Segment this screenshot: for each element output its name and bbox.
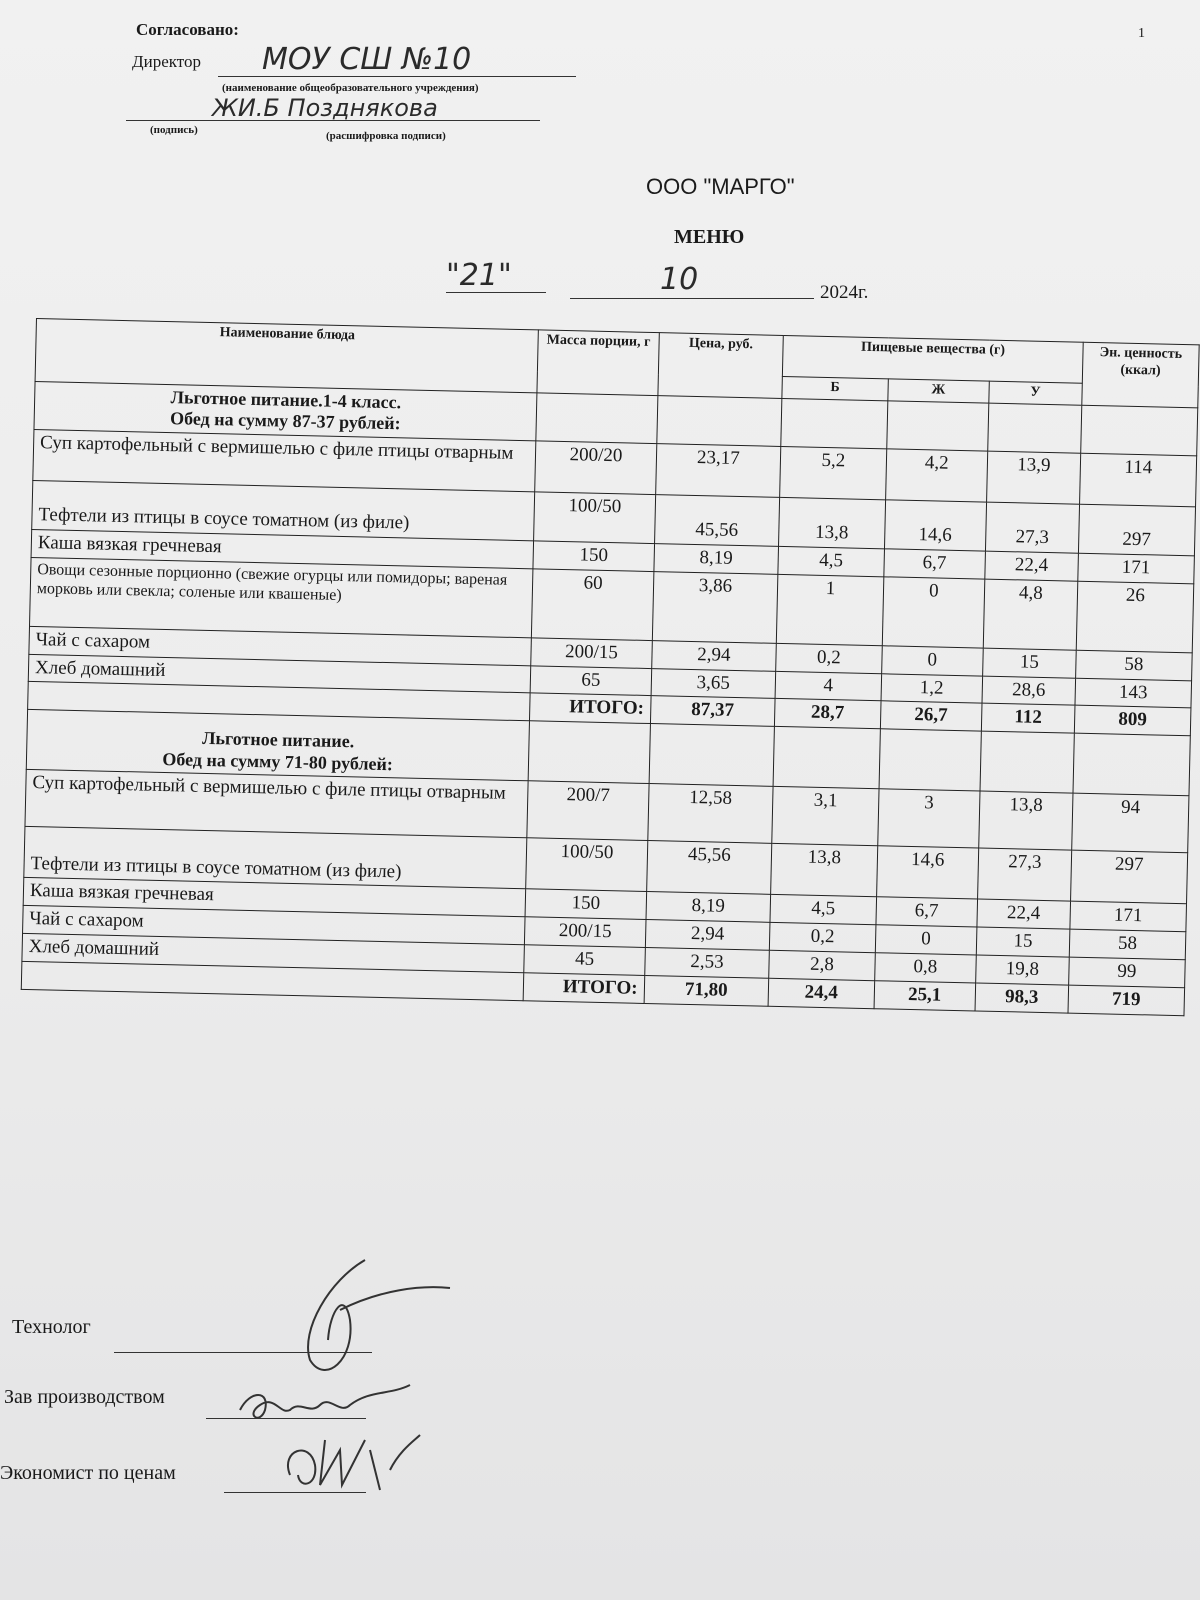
dish-protein: 2,8 (769, 950, 875, 980)
dish-fat: 6,7 (876, 897, 978, 927)
dish-protein: 4,5 (770, 895, 876, 925)
day-line (446, 292, 546, 293)
dish-carbs: 22,4 (985, 551, 1078, 581)
total-fat: 26,7 (880, 701, 982, 731)
dish-price: 45,56 (654, 495, 780, 547)
dish-fat: 0,8 (874, 953, 976, 983)
dish-carbs: 27,3 (985, 502, 1079, 553)
dish-mass: 200/20 (535, 441, 656, 495)
dish-fat: 0 (875, 925, 977, 955)
dish-kcal: 297 (1078, 504, 1195, 556)
section-heading-line1: Льготное питание.1-4 класс. (170, 386, 402, 413)
dish-mass: 200/15 (525, 917, 646, 948)
date-month-handwriting: 10 (660, 262, 699, 297)
dish-protein: 0,2 (769, 922, 875, 952)
dish-fat: 1,2 (881, 673, 983, 703)
total-carbs: 112 (981, 703, 1074, 733)
dish-fat: 0 (882, 577, 985, 648)
dish-name: Тефтели из птицы в соусе томатном (из филе) (24, 827, 527, 889)
dish-fat: 4,2 (885, 449, 987, 502)
dish-price: 23,17 (655, 444, 781, 498)
dish-mass: 150 (525, 889, 646, 920)
dish-kcal: 58 (1069, 929, 1186, 959)
dish-price: 12,58 (647, 784, 773, 844)
dish-kcal: 171 (1078, 553, 1195, 583)
total-fat: 25,1 (874, 980, 976, 1010)
institution-caption: (наименование общеобразовательного учреждения) (222, 82, 479, 94)
section-heading-line2: Обед на сумму 87-37 рублей: (169, 408, 401, 434)
page-number: 1 (1138, 26, 1145, 41)
dish-price: 2,53 (644, 947, 769, 978)
dish-protein: 4 (775, 671, 881, 701)
dish-mass: 150 (533, 541, 654, 572)
dish-carbs: 13,8 (979, 791, 1073, 850)
dish-protein: 3,1 (772, 787, 879, 846)
dish-mass: 100/50 (534, 492, 655, 544)
dish-price: 8,19 (646, 892, 771, 923)
dish-kcal: 297 (1070, 850, 1187, 904)
dish-name: Хлеб домашний (28, 654, 531, 693)
technologist-signature-icon (270, 1250, 460, 1390)
dish-name: Суп картофельный с вермишелью с филе птицы отварным (33, 429, 536, 491)
dish-kcal: 99 (1068, 957, 1185, 987)
director-label: Директор (132, 52, 201, 71)
header-row (36, 319, 1200, 386)
dish-mass: 200/15 (531, 638, 652, 669)
date-day-handwriting: "21" (446, 258, 512, 293)
dish-mass: 65 (530, 665, 651, 696)
total-kcal: 809 (1074, 706, 1191, 736)
dish-mass: 100/50 (526, 838, 647, 892)
dish-carbs: 28,6 (982, 676, 1075, 706)
dish-carbs: 4,8 (983, 579, 1077, 650)
total-price: 87,37 (650, 696, 775, 727)
dish-protein: 5,2 (780, 446, 887, 499)
dish-kcal: 143 (1075, 678, 1192, 708)
dish-name: Суп картофельный с вермишелью с филе птицы отварным (25, 770, 528, 838)
dish-carbs: 19,8 (976, 955, 1069, 985)
header-dish: Наименование блюда (35, 319, 539, 393)
dish-price: 3,65 (651, 668, 776, 699)
total-protein: 24,4 (768, 978, 874, 1008)
total-label: ИТОГО: (523, 972, 644, 1003)
dish-carbs: 15 (976, 927, 1069, 957)
dish-mass: 45 (524, 945, 645, 976)
decode-caption: (расшифровка подписи) (326, 130, 446, 142)
dish-price: 2,94 (651, 640, 776, 671)
dish-mass: 200/7 (527, 781, 649, 841)
dish-fat: 14,6 (884, 500, 986, 551)
dish-name: Каша вязкая гречневая (31, 529, 534, 568)
dish-protein: 13,8 (771, 844, 878, 897)
dish-name: Тефтели из птицы в соусе томатном (из филе) (32, 480, 535, 540)
month-line (570, 298, 814, 299)
economist-signature-icon (270, 1430, 430, 1500)
dish-kcal: 171 (1070, 901, 1187, 931)
director-handwriting: МОУ СШ №10 (262, 42, 472, 77)
dish-carbs: 27,3 (978, 848, 1072, 901)
section-heading (26, 710, 530, 782)
dish-kcal: 58 (1075, 650, 1192, 680)
header-fat: Ж (888, 379, 990, 403)
dish-carbs: 22,4 (977, 899, 1070, 929)
technologist-label: Технолог (12, 1316, 91, 1338)
header-mass: Масса порции, г (537, 330, 659, 396)
date-year: 2024г. (820, 282, 869, 303)
total-kcal: 719 (1068, 985, 1185, 1015)
dish-kcal: 26 (1076, 581, 1194, 653)
production-head-label: Зав производством (4, 1386, 165, 1408)
company-name: ООО "МАРГО" (646, 174, 795, 199)
header-price: Цена, руб. (658, 333, 784, 399)
dish-name: Чай с сахаром (29, 626, 532, 665)
economist-label: Экономист по ценам (0, 1462, 176, 1484)
total-carbs: 98,3 (975, 983, 1068, 1013)
dish-name: Хлеб домашний (22, 933, 525, 972)
dish-carbs: 13,9 (987, 451, 1081, 504)
section-heading-line1: Льготное питание. (201, 728, 355, 752)
total-protein: 28,7 (775, 699, 881, 729)
total-price: 71,80 (644, 975, 769, 1006)
dish-protein: 13,8 (779, 497, 886, 548)
dish-protein: 4,5 (778, 546, 884, 576)
dish-price: 45,56 (646, 841, 772, 895)
dish-kcal: 114 (1079, 453, 1196, 507)
header-protein: Б (782, 376, 888, 400)
header-energy: Эн. ценность (ккал) (1082, 342, 1200, 407)
dish-price: 3,86 (652, 571, 778, 643)
section-heading-line2: Обед на сумму 71-80 рублей: (162, 748, 394, 774)
dish-name: Овощи сезонные порционно (свежие огурцы или помидоры; вареная морковь или свекла; соленые или квашеные) (30, 557, 534, 637)
dish-carbs: 15 (983, 648, 1076, 678)
dish-fat: 3 (877, 789, 980, 848)
dish-mass: 60 (532, 569, 654, 641)
total-label: ИТОГО: (530, 693, 651, 724)
dish-name: Каша вязкая гречневая (23, 878, 526, 917)
dish-price: 2,94 (645, 920, 770, 951)
header-carbs: У (989, 381, 1082, 405)
agreed-label: Согласовано: (136, 20, 239, 39)
dish-fat: 14,6 (876, 846, 978, 899)
dish-kcal: 94 (1072, 794, 1189, 854)
header-nutrients: Пищевые вещества (г) (783, 335, 1084, 383)
document-title: МЕНЮ (674, 226, 745, 248)
signature-handwriting: ЖИ.Б Позднякова (212, 94, 438, 122)
production-head-signature-icon (230, 1370, 420, 1430)
dish-protein: 1 (776, 574, 883, 645)
dish-price: 8,19 (654, 544, 779, 575)
dish-fat: 6,7 (884, 549, 986, 579)
signature-caption: (подпись) (150, 124, 198, 136)
dish-fat: 0 (881, 646, 983, 676)
menu-table (21, 318, 1200, 1016)
dish-name: Чай с сахаром (23, 906, 526, 945)
dish-protein: 0,2 (776, 643, 882, 673)
